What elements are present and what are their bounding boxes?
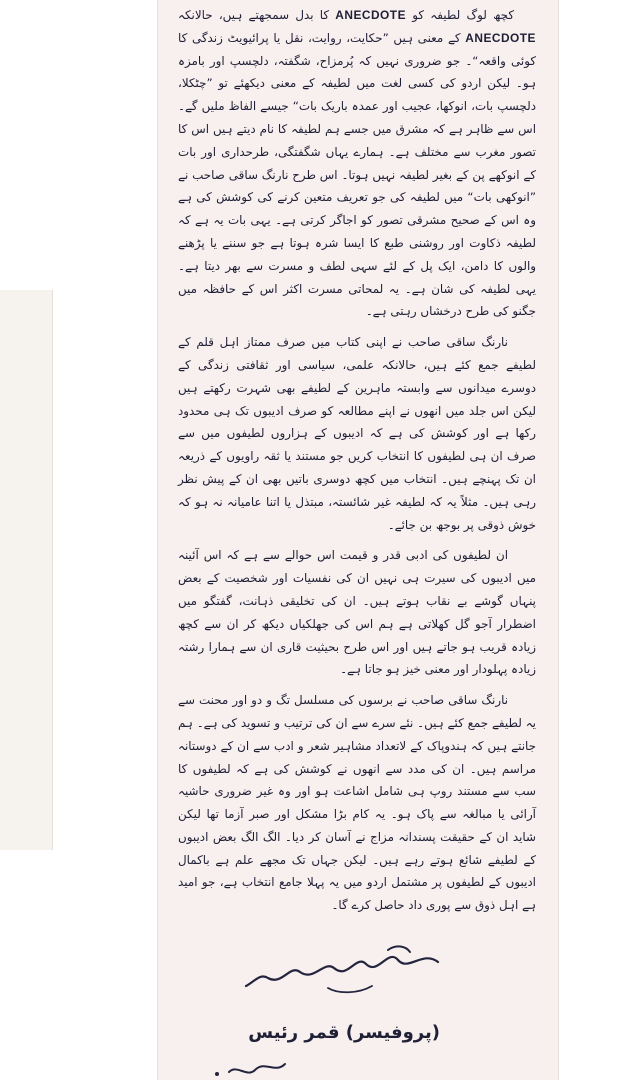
- paragraph-1: [178, 4, 536, 323]
- document-page: [158, 0, 558, 1080]
- paragraph-1-text-c: کے معنی ہیں ”حکایت، روایت، نقل یا پرائیویٹ زندگی کا کوئی واقعہ“۔ جو ضروری نہیں کہ پُرمزاح، شگفتہ، دلچسپ اور بامزہ ہو۔ لیکن اردو کی کسی لغت میں لطیفہ کے معنی دیکھئے تو ”چٹکلا، دلچسپ بات، انوکھا، عجیب اور عمدہ باریک بات“ جیسے الفاظ ملیں گے۔ اس سے ظاہر ہے کہ مشرق میں جسے ہم لطیفہ کا نام دیتے ہیں اس کا تصور مغرب سے مختلف ہے۔ ہمارے یہاں شگفتگی، طرحداری اور بات کے انوکھے پن کے بغیر لطیفہ نہیں ہوتا۔ اس طرح نارنگ ساقی صاحب نے ”انوکھی بات“ میں لطیفہ کی جو تعریف متعین کرنے کی کوشش کی ہے وہ اس کے صحیح مشرقی تصور کو اجاگر کرتی ہے۔ یہی بات یہ ہے کہ لطیفہ ذکاوت اور روشنی طبع کا ایسا شرہ ہوتا ہے جو سننے یا پڑھنے والوں کا دامن، ایک پل کے لئے سہی لطف و مسرت سے بھر دیتا ہے۔ یہی لطیفہ کی شان ہے۔ یہ لمحاتی مسرت اکثر اس کے حافظہ میں جگنو کی طرح درخشاں رہتی ہے۔: [178, 30, 536, 319]
- handwritten-signature: [238, 942, 458, 1004]
- paragraph-2: نارنگ ساقی صاحب نے اپنی کتاب میں صرف ممتاز اہل قلم کے لطیفے جمع کئے ہیں، حالانکہ علمی، سیاسی اور ثقافتی زندگی کے دوسرے میدانوں سے وابستہ ماہرین کے لطیفے بھی شہرت رکھتے ہیں لیکن اس جلد میں انھوں نے اپنے مطالعہ کو صرف ادیبوں تک ہی محدود رکھا ہے اور کوشش کی ہے کہ ادیبوں کے ہزاروں لطیفوں میں سے صرف ان ہی لطیفوں کا انتخاب کریں جو مستند یا ثقہ راویوں کے ذریعہ ان تک پہنچے ہیں۔ انتخاب میں کچھ دوسری باتیں بھی ان کے پیش نظر رہی ہیں۔ مثلاً یہ کہ لطیفہ غیر شائستہ، مبتذل یا اتنا عامیانہ نہ ہو کہ خوش ذوقی پر بوجھ بن جائے۔: [178, 335, 536, 532]
- paragraph-1-text-b: کا بدل سمجھتے ہیں، حالانکہ: [178, 8, 336, 22]
- paragraph-1-latin-word: ANECDOTE: [335, 8, 407, 22]
- paragraph-1-text-a: کچھ لوگ لطیفہ کو: [406, 8, 514, 22]
- body-text: [158, 0, 558, 917]
- adjacent-page-edge: [0, 290, 53, 850]
- paragraph-3: ان لطیفوں کی ادبی قدر و قیمت اس حوالے سے ہے کہ اس آئینہ میں ادیبوں کی سیرت ہی نہیں ان کی نفسیات اور شخصیت کے بعض پنہاں گوشے بے نقاب ہوتے ہیں۔ ان کی تخلیقی ذہانت، گفتگو میں اضطرار آجو گل کھلاتی ہے ہم اس کی جھلکیاں دیکھ کر ان سے کچھ زیادہ قریب ہو جاتے ہیں اور اس طرح بحیثیت قاری ان سے ہمارا رشتہ زیادہ پہلودار اور معنی خیز ہو جاتا ہے۔: [178, 548, 536, 677]
- author-name: (پروفیسر) قمر رئیس: [248, 1022, 440, 1043]
- paragraph-4: نارنگ ساقی صاحب نے برسوں کی مسلسل تگ و دو اور محنت سے یہ لطیفے جمع کئے ہیں۔ نئے سرے سے ان کی ترتیب و تسوید کی ہے۔ ہم جانتے ہیں کہ ہندوپاک کے لاتعداد مشاہیر شعر و ادب سے ان کے دوستانہ مراسم ہیں۔ ان کی مدد سے انھوں نے کوشش کی ہے کہ لطیفوں کا سب سے مستند روپ ہی شامل اشاعت ہو اور وہ غیر ضروری حاشیہ آرائی یا مبالغہ سے پاک ہو۔ یہ کام بڑا مشکل اور صبر آزما تھا لیکن شاید ان کے حقیقت پسندانہ مزاج نے آسان کر دیا۔ الگ الگ بعض ادیبوں کے لطیفے شائع ہوتے رہے ہیں۔ لیکن جہاں تک مجھے علم ہے باکمال ادیبوں کے لطیفوں پر مشتمل اردو میں یہ پہلا جامع انتخاب ہے، جو امید ہے اہل ذوق سے پوری داد حاصل کرے گا۔: [178, 693, 536, 913]
- footer-scrawl: [205, 1058, 295, 1080]
- paragraph-1-latin-word-2: ANECDOTE: [465, 30, 536, 45]
